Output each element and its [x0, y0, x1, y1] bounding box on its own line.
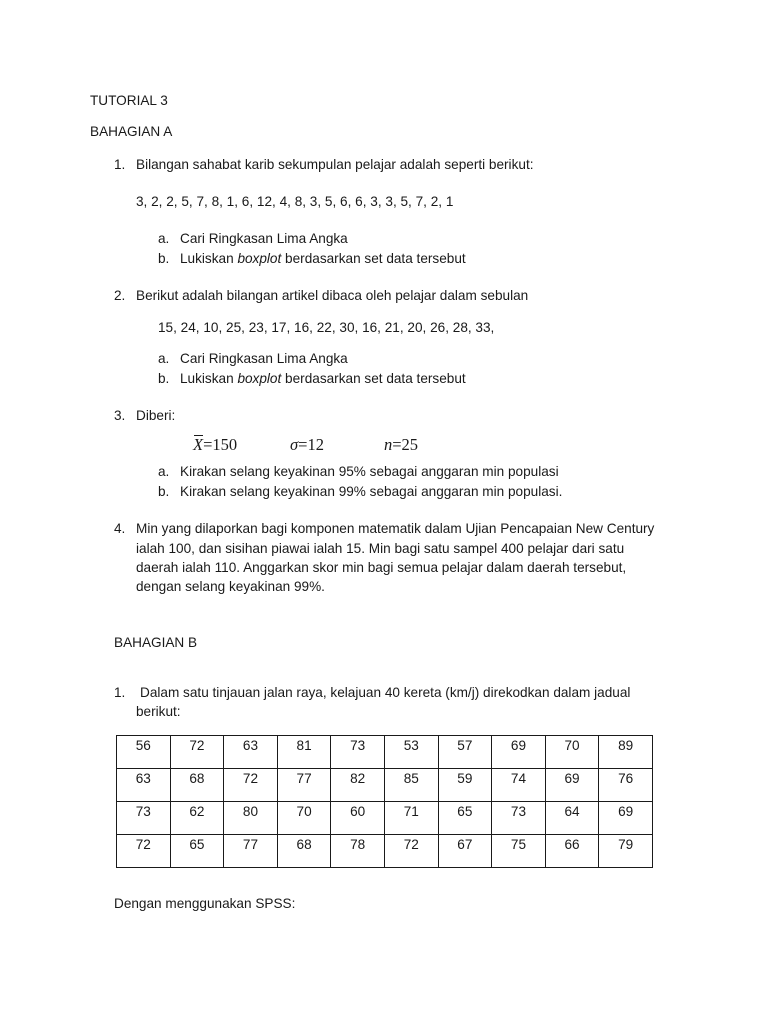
- question-1: [114, 157, 534, 172]
- question-number: 4.: [114, 521, 126, 536]
- question-text: Bilangan sahabat karib sekumpulan pelajar adalah seperti berikut:: [136, 157, 534, 172]
- question-number: 2.: [114, 288, 126, 303]
- question-2-data: 15, 24, 10, 25, 23, 17, 16, 22, 30, 16, 21, 20, 26, 28, 33,: [158, 320, 495, 335]
- part-label: a.: [158, 351, 170, 366]
- question-2: [114, 288, 528, 303]
- section-b-heading: BAHAGIAN B: [114, 635, 198, 650]
- table-cell: 68: [277, 835, 331, 868]
- part-text: Cari Ringkasan Lima Angka: [180, 231, 348, 246]
- table-cell: 66: [545, 835, 599, 868]
- table-cell: 79: [599, 835, 653, 868]
- table-cell: 69: [492, 736, 546, 769]
- formula-mean: [193, 435, 237, 455]
- table-cell: 67: [438, 835, 492, 868]
- question-1-data: 3, 2, 2, 5, 7, 8, 1, 6, 12, 4, 8, 3, 5, 6, 6, 3, 3, 5, 7, 2, 1: [136, 194, 454, 209]
- part-text-emphasis: boxplot: [237, 371, 282, 386]
- table-body: [117, 736, 653, 868]
- table-cell: 81: [277, 736, 331, 769]
- section-a-heading: BAHAGIAN A: [90, 124, 173, 139]
- question-number: 1.: [114, 685, 126, 700]
- part-text-post: berdasarkan set data tersebut: [281, 371, 466, 386]
- part-label: b.: [158, 371, 170, 386]
- table-cell: 72: [117, 835, 171, 868]
- sigma-value: =12: [298, 435, 324, 454]
- table-cell: 82: [331, 769, 385, 802]
- question-number: 3.: [114, 408, 126, 423]
- table-cell: 78: [331, 835, 385, 868]
- question-number: 1.: [114, 157, 126, 172]
- question-text-line: Dalam satu tinjauan jalan raya, kelajuan 40 kereta (km/j) direkodkan dalam jadual: [140, 685, 631, 700]
- mean-symbol: X: [193, 435, 204, 454]
- question-4: [114, 521, 654, 536]
- part-text-pre: Lukiskan: [180, 371, 238, 386]
- table-cell: 60: [331, 802, 385, 835]
- speed-data-table: [116, 735, 653, 868]
- question-text: Berikut adalah bilangan artikel dibaca oleh pelajar dalam sebulan: [136, 288, 529, 303]
- question-1-part-b: [158, 251, 466, 266]
- table-cell: 69: [599, 802, 653, 835]
- table-cell: 80: [224, 802, 278, 835]
- part-text: Cari Ringkasan Lima Angka: [180, 351, 348, 366]
- question-1-part-a: [158, 231, 348, 246]
- mean-value: =150: [203, 435, 238, 454]
- table-cell: 70: [545, 736, 599, 769]
- table-cell: 57: [438, 736, 492, 769]
- table-cell: 72: [384, 835, 438, 868]
- table-cell: 71: [384, 802, 438, 835]
- question-text-line: daerah ialah 110. Anggarkan skor min bagi semua pelajar dalam daerah tersebut,: [136, 560, 627, 575]
- formula-n: [384, 435, 418, 455]
- part-label: a.: [158, 231, 170, 246]
- table-cell: 75: [492, 835, 546, 868]
- table-cell: 65: [170, 835, 224, 868]
- question-3-part-b: [158, 484, 562, 499]
- n-symbol: n: [384, 435, 393, 454]
- table-cell: 73: [492, 802, 546, 835]
- table-cell: 77: [277, 769, 331, 802]
- section-b-question-1: [114, 685, 630, 700]
- formula-sigma: [290, 435, 324, 455]
- table-cell: 68: [170, 769, 224, 802]
- question-3-part-a: [158, 464, 559, 479]
- part-text-emphasis: boxplot: [237, 251, 282, 266]
- n-value: =25: [392, 435, 419, 454]
- table-cell: 65: [438, 802, 492, 835]
- part-text-pre: Lukiskan: [180, 251, 238, 266]
- table-row: [117, 802, 653, 835]
- table-cell: 77: [224, 835, 278, 868]
- table-cell: 89: [599, 736, 653, 769]
- part-label: a.: [158, 464, 170, 479]
- question-2-part-b: [158, 371, 466, 386]
- table-cell: 72: [224, 769, 278, 802]
- table-cell: 63: [117, 769, 171, 802]
- table-cell: 74: [492, 769, 546, 802]
- table-cell: 72: [170, 736, 224, 769]
- question-text-line: Min yang dilaporkan bagi komponen matematik dalam Ujian Pencapaian New Century: [136, 521, 655, 536]
- table-cell: 73: [331, 736, 385, 769]
- part-label: b.: [158, 484, 170, 499]
- table-cell: 53: [384, 736, 438, 769]
- question-text-line: dengan selang keyakinan 99%.: [136, 579, 325, 594]
- table-cell: 76: [599, 769, 653, 802]
- table-cell: 63: [224, 736, 278, 769]
- question-3: [114, 408, 175, 423]
- question-text-line: berikut:: [136, 704, 181, 719]
- table-cell: 85: [384, 769, 438, 802]
- table-cell: 62: [170, 802, 224, 835]
- part-label: b.: [158, 251, 170, 266]
- table-cell: 69: [545, 769, 599, 802]
- table-row: [117, 835, 653, 868]
- table-cell: 73: [117, 802, 171, 835]
- table-cell: 56: [117, 736, 171, 769]
- question-2-part-a: [158, 351, 348, 366]
- table-row: [117, 769, 653, 802]
- table-cell: 59: [438, 769, 492, 802]
- question-text: Diberi:: [136, 408, 176, 423]
- table-row: [117, 736, 653, 769]
- page-title: TUTORIAL 3: [90, 93, 168, 108]
- part-text: Kirakan selang keyakinan 95% sebagai anggaran min populasi: [180, 464, 559, 479]
- sigma-symbol: σ: [290, 435, 299, 454]
- footer-text: Dengan menggunakan SPSS:: [114, 896, 296, 911]
- part-text-post: berdasarkan set data tersebut: [281, 251, 466, 266]
- question-text-line: ialah 100, dan sisihan piawai ialah 15. Min bagi satu sampel 400 pelajar dari satu: [136, 541, 625, 556]
- table-cell: 64: [545, 802, 599, 835]
- part-text: Kirakan selang keyakinan 99% sebagai anggaran min populasi.: [180, 484, 563, 499]
- table-cell: 70: [277, 802, 331, 835]
